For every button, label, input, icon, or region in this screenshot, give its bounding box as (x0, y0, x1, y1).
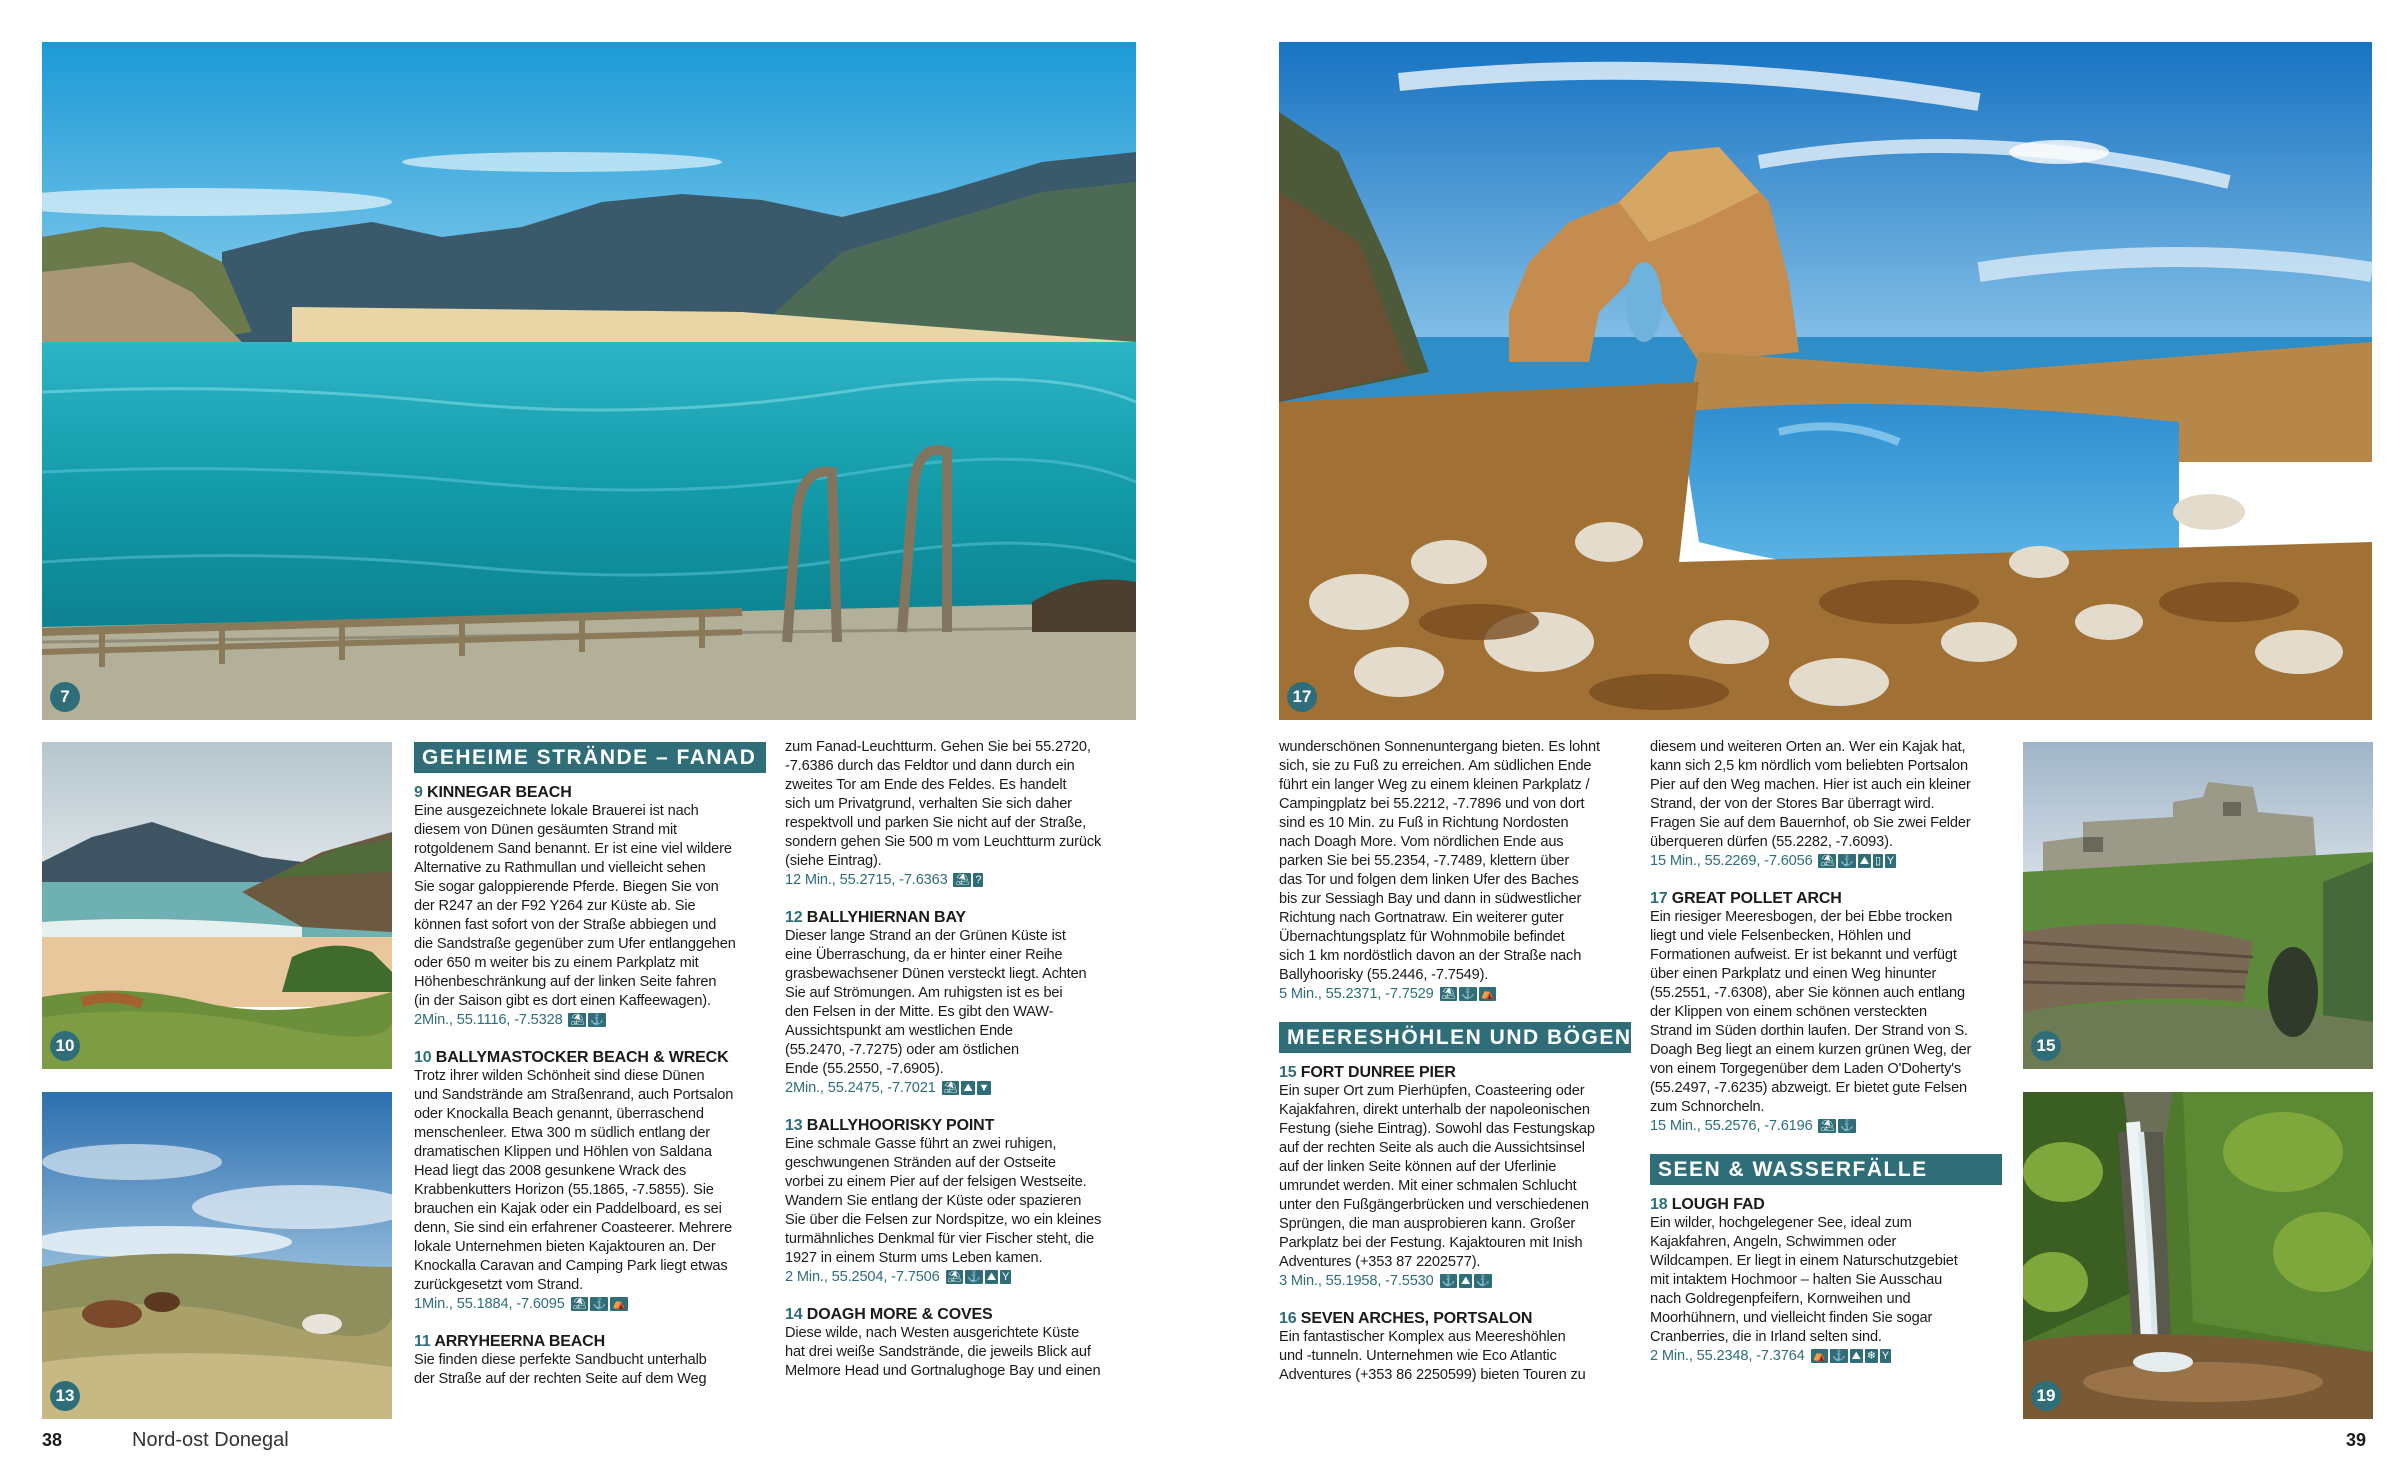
entry-meta-10: 1Min., 55.1884, -7.6095 ⛱ ⚓ ⛺ (414, 1296, 626, 1312)
beach-icon: ⛱ (943, 1082, 958, 1094)
anchor-icon: ⚓ (590, 1014, 604, 1026)
photo-number-19: 19 (2031, 1381, 2061, 1411)
entry-title-17: 17 GREAT POLLET ARCH (1650, 890, 1842, 907)
photo-number-13: 13 (50, 1381, 80, 1411)
photo-number-17: 17 (1287, 682, 1317, 712)
photo-number-10: 10 (50, 1031, 80, 1061)
mountain-icon: ⛰ (986, 1271, 996, 1283)
entry-body-11-continued: zum Fanad-Leuchtturm. Gehen Sie bei 55.2720, -7.6386 durch das Feldtor und dann durch ein zweites Tor am Ende des Feldes. Es handelt sich um Privatgrund, verhalten Sie sich daher respektvoll und parken Sie nicht auf der Straße, sondern gehen Sie 500 m vom Leuchtturm zurück (siehe Eintrag). (785, 739, 1102, 869)
anchor-icon: ⚓ (1840, 1120, 1854, 1132)
entry-title-9: 9 KINNEGAR BEACH (414, 784, 572, 801)
beach-icon: ⛱ (955, 874, 970, 886)
beach-icon: ⛱ (570, 1014, 585, 1026)
entry-meta-15: 3 Min., 55.1958, -7.5530 ⚓ ⛰ ⚓ (1279, 1273, 1490, 1289)
entry-meta-13: 2 Min., 55.2504, -7.7506 ⛱ ⚓ ⛰ Y (785, 1269, 1010, 1285)
entry-body-10: Trotz ihrer wilden Schönheit sind diese Dünen und Sandstrände am Straßenrand, auch Portsalon oder Knockalla Beach genannt, überraschend menschenleer. Etwa 300 m südlich entlang der dramatischen Klippen und Höhlen von Saldana Head liegt das 2008 gesunkene Wrack des Krabbenkutters Horizon (55.1865, -7.5855). Sie brauchen ein Kajak oder ein Paddelboard, es sei denn, Sie sind ein erfahrener Coasteerer. Mehrere lokale Unternehmen bieten Kajaktouren an. Der Knockalla Caravan and Camping Park liegt etwas zurückgesetzt vom Strand. (414, 1068, 734, 1293)
entry-title-18: 18 LOUGH FAD (1650, 1196, 1765, 1213)
door-icon: ▯ (1874, 855, 1881, 867)
beach-icon: ⛱ (1820, 1120, 1835, 1132)
photo-number-15: 15 (2031, 1031, 2061, 1061)
beach-icon: ⛱ (1820, 855, 1835, 867)
snowflake-icon: ❄ (1866, 1350, 1876, 1362)
entry-body-13: Eine schmale Gasse führt an zwei ruhigen, geschwungenen Stränden auf der Ostseite vorbei zu einem Pier auf der felsigen Westseite. Wandern Sie entlang der Küste oder spazieren Sie über die Felsen zur Nordspitze, wo ein kleines turmähnliches Denkmal für vier Fischer steht, die 1927 in einem Sturm ums Leben kamen. (785, 1136, 1102, 1266)
tent-icon: ⛺ (1480, 988, 1495, 1000)
running-footer: Nord-ost Donegal (132, 1429, 289, 1451)
mountain-icon: ⛰ (1461, 1275, 1471, 1287)
entry-body-16: Ein fantastischer Komplex aus Meereshöhlen und -tunneln. Unternehmen wie Eco Atlantic Adventures (+353 86 2250599) bieten Touren zu (1279, 1329, 1586, 1383)
viewpoint-icon: ▼ (978, 1082, 990, 1094)
entry-body-17: Ein riesiger Meeresbogen, der bei Ebbe trocken liegt und viele Felsenbecken, Höhlen und Formationen aufweist. Er ist bekannt und verfügt über einen Parkplatz und einen Weg hinunter (55.2551, -7.6308), aber Sie können auch entlang der Klippen von einem schönen versteckten Strand im Süden dorthin laufen. Der Strand von S. Doagh Beg liegt an einem kurzen grünen Weg, der von einem Torgegenüber dem Laden O'Doherty's (55.2497, -7.6235) abzweigt. Er bietet gute Felsen zum Schnorcheln. (1650, 909, 1972, 1115)
tent-icon: ⛺ (1812, 1350, 1827, 1362)
fork-icon: Y (1886, 855, 1895, 867)
photo-bay-railing (42, 42, 1136, 720)
entry-body-9: Eine ausgezeichnete lokale Brauerei ist nach diesem von Dünen gesäumten Strand mit rotgoldenem Sand benannt. Er ist eine viel wildere Alternative zu Rathmullan und vielleicht sehen Sie sogar galoppierende Pferde. Biegen Sie von der R247 an der F92 Y264 zur Küste ab. Sie können fast sofort von der Straße abbiegen und die Sandstraße gegenüber zum Ufer entlanggehen oder 650 m weiter bis zu einem Parkplatz mit Höhenbeschränkung auf der linken Seite fahren (in der Saison gibt es dort einen Kaffeewagen). (414, 803, 736, 1009)
photo-waterfall (2023, 1092, 2373, 1419)
question-icon: ? (975, 874, 982, 886)
beach-icon: ⛱ (572, 1298, 587, 1310)
anchor-icon: ⚓ (1840, 855, 1854, 867)
entry-title-13: 13 BALLYHOORISKY POINT (785, 1117, 995, 1134)
entry-meta-18: 2 Min., 55.2348, -7.3764 ⛺ ⚓ ⛰ ❄ Y (1650, 1348, 1889, 1364)
right-column-1 (1279, 738, 1631, 1385)
anchor-icon: ⚓ (592, 1298, 606, 1310)
entry-body-18: Ein wilder, hochgelegener See, ideal zum Kajakfahren, Angeln, Schwimmen oder Wildcampen. Er liegt in einem Naturschutzgebiet mit intaktem Hochmoor – halten Sie Ausschau nach Goldregenpfeifern, Kornweihen und Moorhühnern, und vielleicht finden Sie sogar Cranberries, die in Irland selten sind. (1650, 1215, 1958, 1345)
photo-fort-cliff (2023, 742, 2373, 1069)
page-number-right: 39 (2346, 1430, 2367, 1450)
entry-meta-11: 12 Min., 55.2715, -7.6363 ⛱ ? (785, 872, 982, 888)
anchor-icon: ⚓ (967, 1271, 981, 1283)
section-heading-seen-wasserfaelle: SEEN & WASSERFÄLLE (1650, 1154, 2002, 1185)
entry-body-15: Ein super Ort zum Pierhüpfen, Coasteering oder Kajakfahren, direkt unterhalb der napoleonischen Festung (siehe Eintrag). Sowohl das Festungskap auf der rechten Seite als auch die Aussichtsinsel auf der linken Seite können auf der Uferlinie umrundet werden. Mit einer schmalen Schlucht unter den Fußgängerbrücken und verschiedenen Sprüngen, die man ausprobieren kann. Großer Parkplatz bei der Festung. Kajaktouren mit Inish Adventures (+353 87 2202577). (1279, 1083, 1595, 1270)
entry-title-10: 10 BALLYMASTOCKER BEACH & WRECK (414, 1049, 729, 1066)
entry-title-15: 15 FORT DUNREE PIER (1279, 1064, 1456, 1081)
mountain-icon: ⛰ (1859, 855, 1869, 867)
entry-body-11: Sie finden diese perfekte Sandbucht unterhalb der Straße auf der rechten Seite auf dem Weg (414, 1352, 707, 1387)
entry-title-12: 12 BALLYHIERNAN BAY (785, 909, 966, 926)
photo-dunes-cows (42, 1092, 392, 1419)
anchor-icon: ⚓ (1832, 1350, 1846, 1362)
entry-body-14: Diese wilde, nach Westen ausgerichtete Küste hat drei weiße Sandstrände, die jeweils Blick auf Melmore Head und Gortnalughoge Bay und einen (785, 1325, 1101, 1379)
entry-title-11: 11 ARRYHEERNA BEACH (414, 1333, 605, 1350)
mountain-icon: ⛰ (963, 1082, 973, 1094)
left-column-2 (414, 742, 766, 1389)
photo-sea-arch (1279, 42, 2372, 720)
entry-body-12: Dieser lange Strand an der Grünen Küste ist eine Überraschung, da er hinter einer Reihe grasbewachsener Dünen versteckt liegt. Achten Sie auf Strömungen. Am ruhigsten ist es bei den Felsen in der Mitte. Es gibt den WAW- Aussichtspunkt am westlichen Ende (55.2470, -7.7275) oder am östlichen Ende (55.2550, -7.6905). (785, 928, 1087, 1077)
entry-title-14: 14 DOAGH MORE & COVES (785, 1306, 993, 1323)
anchor-icon: ⚓ (1441, 1275, 1456, 1287)
entry-meta-16: 15 Min., 55.2269, -7.6056 ⛱ ⚓ ⛰ ▯ Y (1650, 853, 1895, 869)
fork-icon: Y (1001, 1271, 1010, 1283)
mountain-icon: ⛰ (1851, 1350, 1861, 1362)
page-number-left: 38 (42, 1430, 63, 1450)
tent-icon: ⛺ (612, 1298, 626, 1310)
beach-icon: ⛱ (947, 1271, 962, 1283)
entry-meta-14: 5 Min., 55.2371, -7.7529 ⛱ ⚓ ⛺ (1279, 986, 1495, 1002)
section-heading-meereshoehlen: MEERESHÖHLEN UND BÖGEN (1279, 1022, 1631, 1053)
photo-number-7: 7 (50, 682, 80, 712)
entry-body-16-continued: diesem und weiteren Orten an. Wer ein Kajak hat, kann sich 2,5 km nördlich vom beliebten Portsalon Pier auf den Weg machen. Hier ist auch ein kleiner Strand, der von der Stores Bar überragt wird. Fragen Sie auf dem Bauernhof, ob Sie zwei Felder überqueren dürfen (55.2282, -7.6093). (1650, 739, 1971, 850)
left-column-3 (785, 738, 1137, 1381)
entry-meta-9: 2Min., 55.1116, -7.5328 ⛱ ⚓ (414, 1012, 604, 1028)
anchor-icon: ⚓ (1461, 988, 1475, 1000)
anchor-icon: ⚓ (1476, 1275, 1490, 1287)
fork-icon: Y (1881, 1350, 1889, 1362)
beach-icon: ⛱ (1441, 988, 1456, 1000)
photo-beach-mountain (42, 742, 392, 1069)
entry-title-16: 16 SEVEN ARCHES, PORTSALON (1279, 1310, 1533, 1327)
entry-body-14-continued: wunderschönen Sonnenuntergang bieten. Es lohnt sich, sie zu Fuß zu erreichen. Am südlichen Ende führt ein langer Weg zu einem kleinen Parkplatz / Campingplatz bei 55.2212, -7.7896 und von dort sind es 10 Min. zu Fuß in Richtung Nordosten nach Doagh More. Vom nördlichen Ende aus parken Sie bei 55.2354, -7.7489, klettern über das Tor und folgen dem linken Ufer des Baches bis zur Sessiagh Bay und dann in südwestlicher Richtung nach Gortnatraw. Ein weiterer guter Übernachtungsplatz für Wohnmobile befindet sich 1 km nordöstlich davon an der Straße nach Ballyhoorisky (55.2446, -7.7549). (1279, 739, 1600, 983)
entry-meta-17: 15 Min., 55.2576, -7.6196 ⛱ ⚓ (1650, 1118, 1854, 1134)
right-column-2 (1650, 738, 2002, 1384)
section-heading-geheime-straende: GEHEIME STRÄNDE – FANAD (414, 742, 766, 773)
entry-meta-12: 2Min., 55.2475, -7.7021 ⛱ ⛰ ▼ (785, 1080, 990, 1096)
